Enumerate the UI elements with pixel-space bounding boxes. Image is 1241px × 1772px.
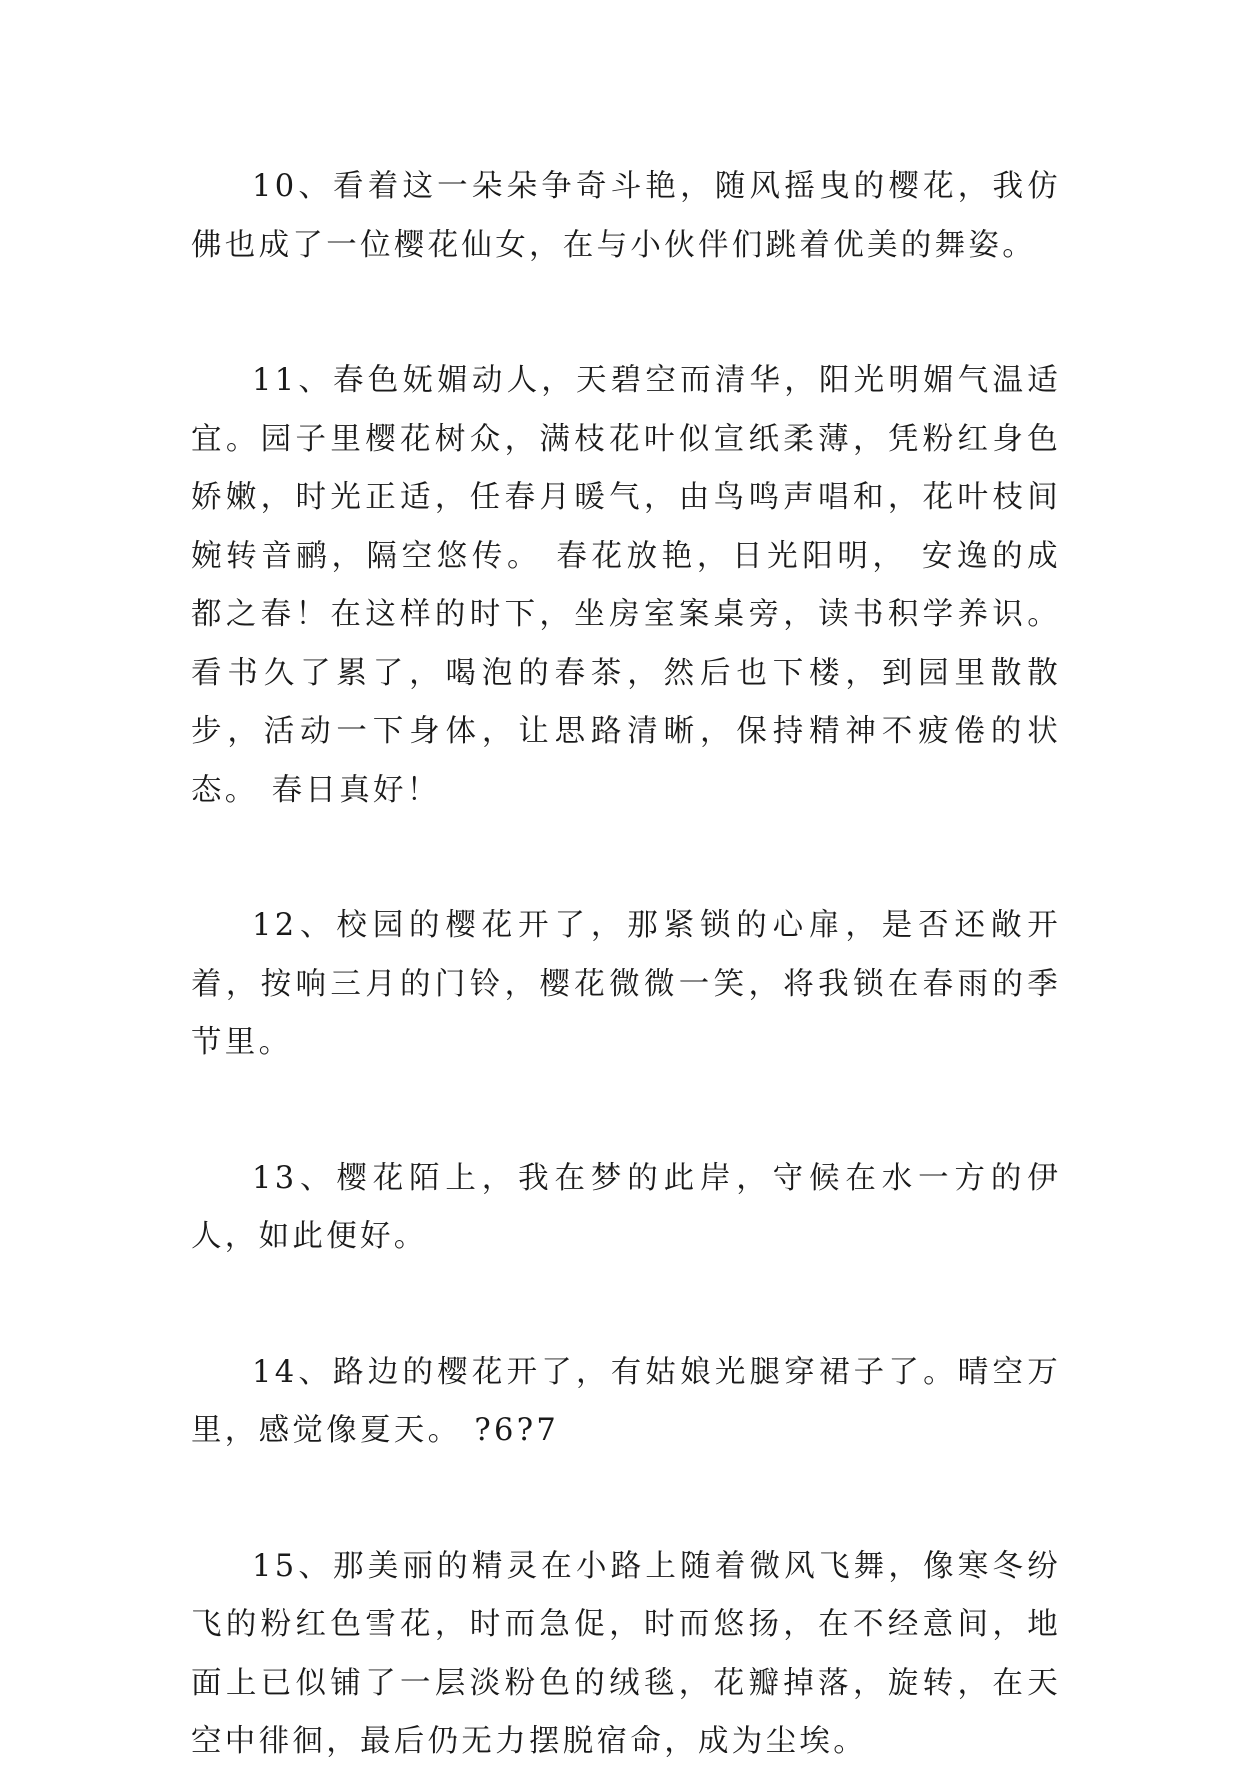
paragraph-14: 14、路边的樱花开了，有姑娘光腿穿裙子了。晴空万里，感觉像夏天。 ?6?7 xyxy=(191,1354,1061,1448)
paragraph-15: 15、那美丽的精灵在小路上随着微风飞舞，像寒冬纷飞的粉红色雪花，时而急促，时而悠扬，在不经意间，地面上已似铺了一层淡粉色的绒毯，花瓣掉落，旋转，在天空中徘徊，最后仍无力摆脱宿命，成为尘埃。 xyxy=(191,1548,1061,1759)
document-body xyxy=(191,158,1061,1772)
paragraph-12: 12、校园的樱花开了，那紧锁的心扉，是否还敞开着，按响三月的门铃，樱花微微一笑，将我锁在春雨的季节里。 xyxy=(191,908,1061,1060)
paragraph-10: 10、看着这一朵朵争奇斗艳，随风摇曳的樱花，我仿佛也成了一位樱花仙女，在与小伙伴们跳着优美的舞姿。 xyxy=(191,169,1061,263)
paragraph-11: 11、春色妩媚动人，天碧空而清华，阳光明媚气温适宜。园子里樱花树众，满枝花叶似宣纸柔薄，凭粉红身色娇嫩，时光正适，任春月暖气，由鸟鸣声唱和，花叶枝间婉转音鹂，隔空悠传。 春花放艳，日光阳明， 安逸的成都之春！在这样的时下，坐房室案桌旁，读书积学养识。 看书久了累了，喝泡的春茶，然后也下楼，到园里散散步，活动一下身体，让思路清晰，保持精神不疲倦的状态。 春日真好！ xyxy=(191,363,1061,808)
paragraph-13: 13、樱花陌上，我在梦的此岸，守候在水一方的伊人，如此便好。 xyxy=(191,1160,1061,1254)
